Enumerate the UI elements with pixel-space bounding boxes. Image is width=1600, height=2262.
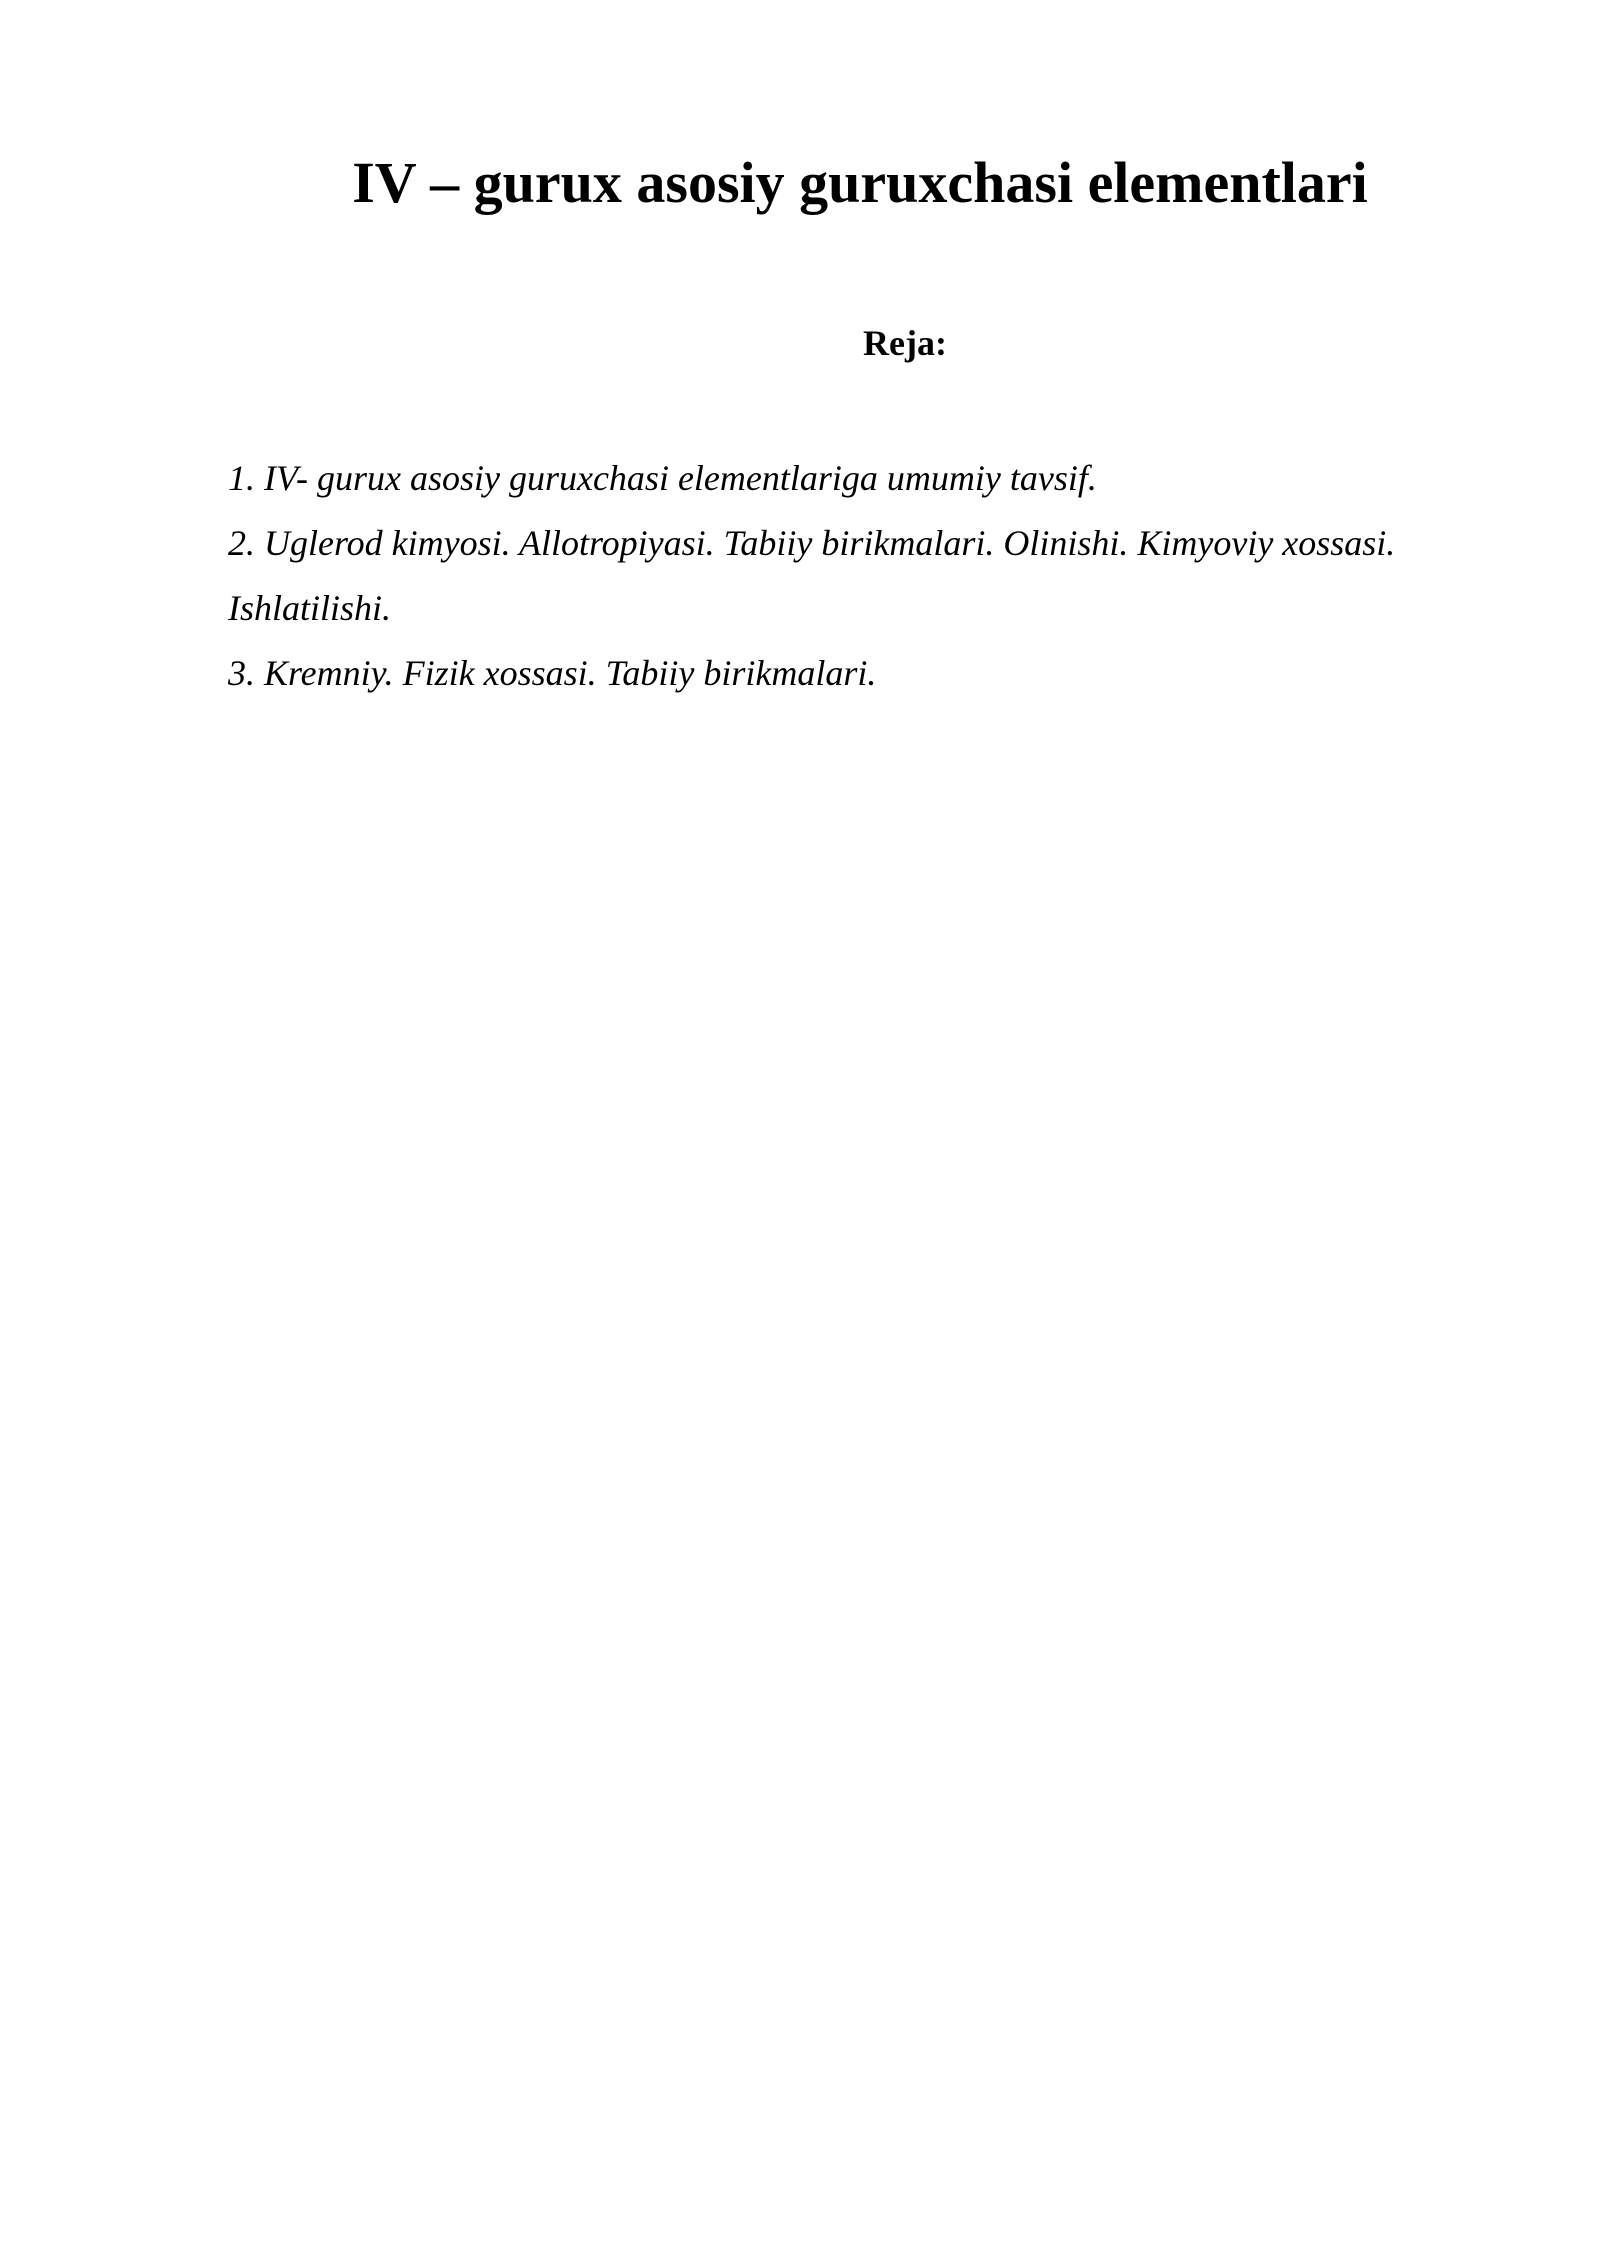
plan-item: 3. Kremniy. Fizik xossasi. Tabiiy birikmalari.	[228, 653, 877, 693]
plan-item: 2. Uglerod kimyosi. Allotropiyasi. Tabiiy birikmalari. Olinishi. Kimyoviy xossasi. Ishlatilishi.	[228, 523, 1396, 628]
plan-list	[228, 446, 1488, 706]
document-title: IV – gurux asosiy guruxchasi elementlari	[352, 150, 1368, 215]
plan-heading: Reja:	[863, 323, 947, 363]
plan-item: 1. IV- gurux asosiy guruxchasi elementlariga umumiy tavsif.	[228, 458, 1097, 498]
